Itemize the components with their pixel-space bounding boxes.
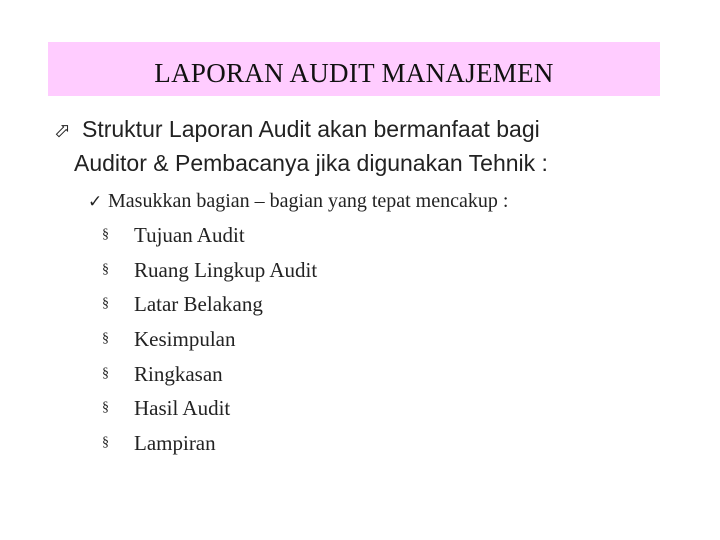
section-bullet-icon: § <box>102 227 109 242</box>
section-bullet-icon: § <box>102 331 109 347</box>
arrow-bullet-icon: ⬀ <box>54 120 71 142</box>
section-bullet-icon: § <box>102 296 109 312</box>
list-item: § Hasil Audit <box>102 391 317 426</box>
list-item: § Latar Belakang <box>102 287 317 322</box>
list-item: § Ruang Lingkup Audit <box>102 253 317 288</box>
section-bullet-icon: § <box>102 435 109 451</box>
main-point-line-1: Struktur Laporan Audit akan bermanfaat bagi <box>82 116 540 142</box>
checkmark-icon: ✓ <box>88 192 103 212</box>
section-bullet-icon: § <box>102 261 109 277</box>
list-item: § Lampiran <box>102 426 317 461</box>
list-item: § Ringkasan <box>102 357 317 392</box>
item-list <box>102 218 317 461</box>
section-bullet-icon: § <box>102 365 109 381</box>
list-item: § Tujuan Audit <box>102 218 317 253</box>
sub-point-text: Masukkan bagian – bagian yang tepat mencakup : <box>108 190 509 212</box>
slide-title: LAPORAN AUDIT MANAJEMEN <box>154 57 554 88</box>
title-band <box>48 42 660 96</box>
list-item: § Kesimpulan <box>102 322 317 357</box>
main-point <box>54 113 674 179</box>
main-point-line-2: Auditor & Pembacanya jika digunakan Tehnik : <box>74 150 548 176</box>
sub-point <box>88 186 508 217</box>
section-bullet-icon: § <box>102 400 109 416</box>
